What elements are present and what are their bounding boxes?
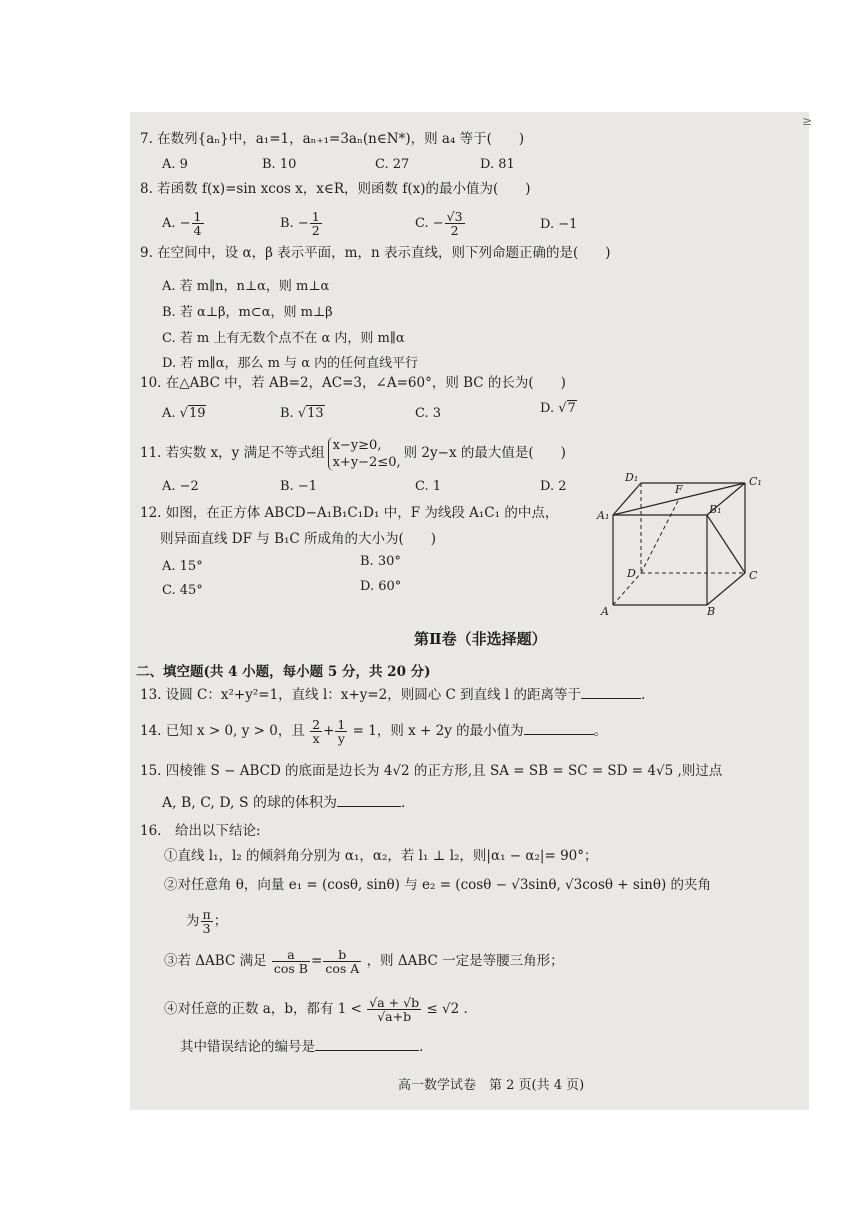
label-d1: D₁ [625, 471, 639, 484]
question-10-stem: 10. 在△ABC 中，若 AB=2，AC=3，∠A=60°，则 BC 的长为( ) [140, 375, 566, 391]
q10-option-d: D. √7 [540, 401, 576, 416]
q16-ask: 其中错误结论的编号是 . [180, 1036, 423, 1056]
page-footer: 高一数学试卷 第 2 页(共 4 页) [398, 1078, 585, 1093]
question-12-line-2: 则异面直线 DF 与 B₁C 所成角的大小为( ) [160, 531, 437, 547]
q12-option-c: C. 45° [162, 583, 203, 598]
q8-option-b: B. − $\frac{1}{2}$ [280, 209, 320, 239]
q16-conclusion-2-tail: 为 $\frac{\pi}{3}$ ； [186, 906, 228, 936]
label-f: F [675, 483, 683, 496]
label-a1: A₁ [597, 509, 610, 522]
q16-conclusion-2: ②对任意角 θ，向量 e₁ = (cosθ, sinθ) 与 e₂ = (cosθ − √3sinθ, √3cosθ + sinθ) 的夹角 [164, 877, 712, 893]
q10-option-a: A. √19 [162, 406, 206, 421]
q7-option-a: A. 9 [162, 157, 188, 172]
question-14: 14. 已知 x > 0, y > 0，且 $\frac{2}{x}$ + $\frac{1}{y}$ = 1，则 x + 2y 的最小值为 。 [140, 716, 608, 746]
q9-option-c: C. 若 m 上有无数个点不在 α 内，则 m∥α [162, 331, 405, 346]
q8-option-d: D. −1 [540, 217, 578, 232]
q12-option-d: D. 60° [360, 579, 402, 594]
section-2-title: 二、填空题(共 4 小题，每小题 5 分，共 20 分) [136, 664, 431, 680]
q7-option-c: C. 27 [375, 157, 410, 172]
question-12-line-1: 12. 如图，在正方体 ABCD−A₁B₁C₁D₁ 中，F 为线段 A₁C₁ 的中点， [140, 505, 559, 521]
cube-figure [595, 467, 775, 619]
q7-option-d: D. 81 [480, 157, 515, 172]
q11-option-a: A. −2 [162, 479, 199, 494]
question-7-stem: 7. 在数列{aₙ}中，a₁=1，aₙ₊₁=3aₙ(n∈N*)，则 a₄ 等于( ) [140, 131, 525, 147]
q16-conclusion-3: ③若 ΔABC 满足 $\frac{a}{\text{cos B}}$ = $\frac{b}{\text{cos A}}$ ，则 ΔABC 一定是等腰三角形； [164, 946, 564, 976]
corner-mark: ≥ [802, 114, 813, 128]
label-a: A [601, 605, 609, 618]
q16-conclusion-1: ①直线 l₁，l₂ 的倾斜角分别为 α₁，α₂，若 l₁ ⊥ l₂，则|α₁ − α₂|= 90°； [164, 848, 598, 864]
label-d: D [627, 567, 636, 580]
q11-option-d: D. 2 [540, 479, 567, 494]
q9-option-b: B. 若 α⊥β，m⊂α，则 m⊥β [162, 305, 333, 320]
q11-option-b: B. −1 [280, 479, 317, 494]
inequality-system: x−y≥0, x+y−2≤0, [328, 437, 401, 471]
exam-page [130, 112, 813, 1110]
question-15-line-1: 15. 四棱锥 S − ABCD 的底面是边长为 4√2 的正方形,且 SA = SB = SC = SD = 4√5 ,则过点 [140, 763, 723, 779]
question-16-intro: 16. 给出以下结论: [140, 823, 261, 839]
question-13: 13. 设圆 C：x²+y²=1，直线 l：x+y=2，则圆心 C 到直线 l 的距离等于 . [140, 684, 645, 704]
label-b: B [707, 605, 716, 618]
q8-option-a: A. − $\frac{1}{4}$ [162, 209, 202, 239]
label-c1: C₁ [749, 475, 762, 488]
label-b1: B₁ [709, 503, 722, 516]
q12-option-a: A. 15° [162, 559, 203, 574]
q16-conclusion-4: ④对任意的正数 a，b，都有 1 < $\frac{√a + √b}{√a+b}$ ≤ √2 . [164, 994, 468, 1024]
q12-option-b: B. 30° [360, 554, 401, 569]
q10-option-b: B. √13 [280, 406, 324, 421]
q9-option-d: D. 若 m∥α，那么 m 与 α 内的任何直线平行 [162, 356, 419, 371]
q11-option-c: C. 1 [415, 479, 442, 494]
question-11-stem: 11. 若实数 x，y 满足不等式组 x−y≥0, x+y−2≤0, 则 2y−x 的最大值是( ) [140, 437, 566, 470]
question-9-stem: 9. 在空间中，设 α，β 表示平面，m，n 表示直线，则下列命题正确的是( ) [140, 245, 611, 261]
q7-option-b: B. 10 [262, 157, 297, 172]
part-2-heading: 第Ⅱ卷（非选择题） [414, 630, 547, 648]
q10-option-c: C. 3 [415, 406, 442, 421]
label-c: C [749, 569, 758, 582]
q8-option-c: C. − $\frac{√3}{2}$ [415, 209, 463, 239]
question-15-line-2: A, B, C, D, S 的球的体积为 . [162, 792, 405, 812]
q9-option-a: A. 若 m∥n，n⊥α，则 m⊥α [162, 279, 330, 294]
question-8-stem: 8. 若函数 f(x)=sin xcos x，x∈R，则函数 f(x)的最小值为( ) [140, 181, 531, 197]
